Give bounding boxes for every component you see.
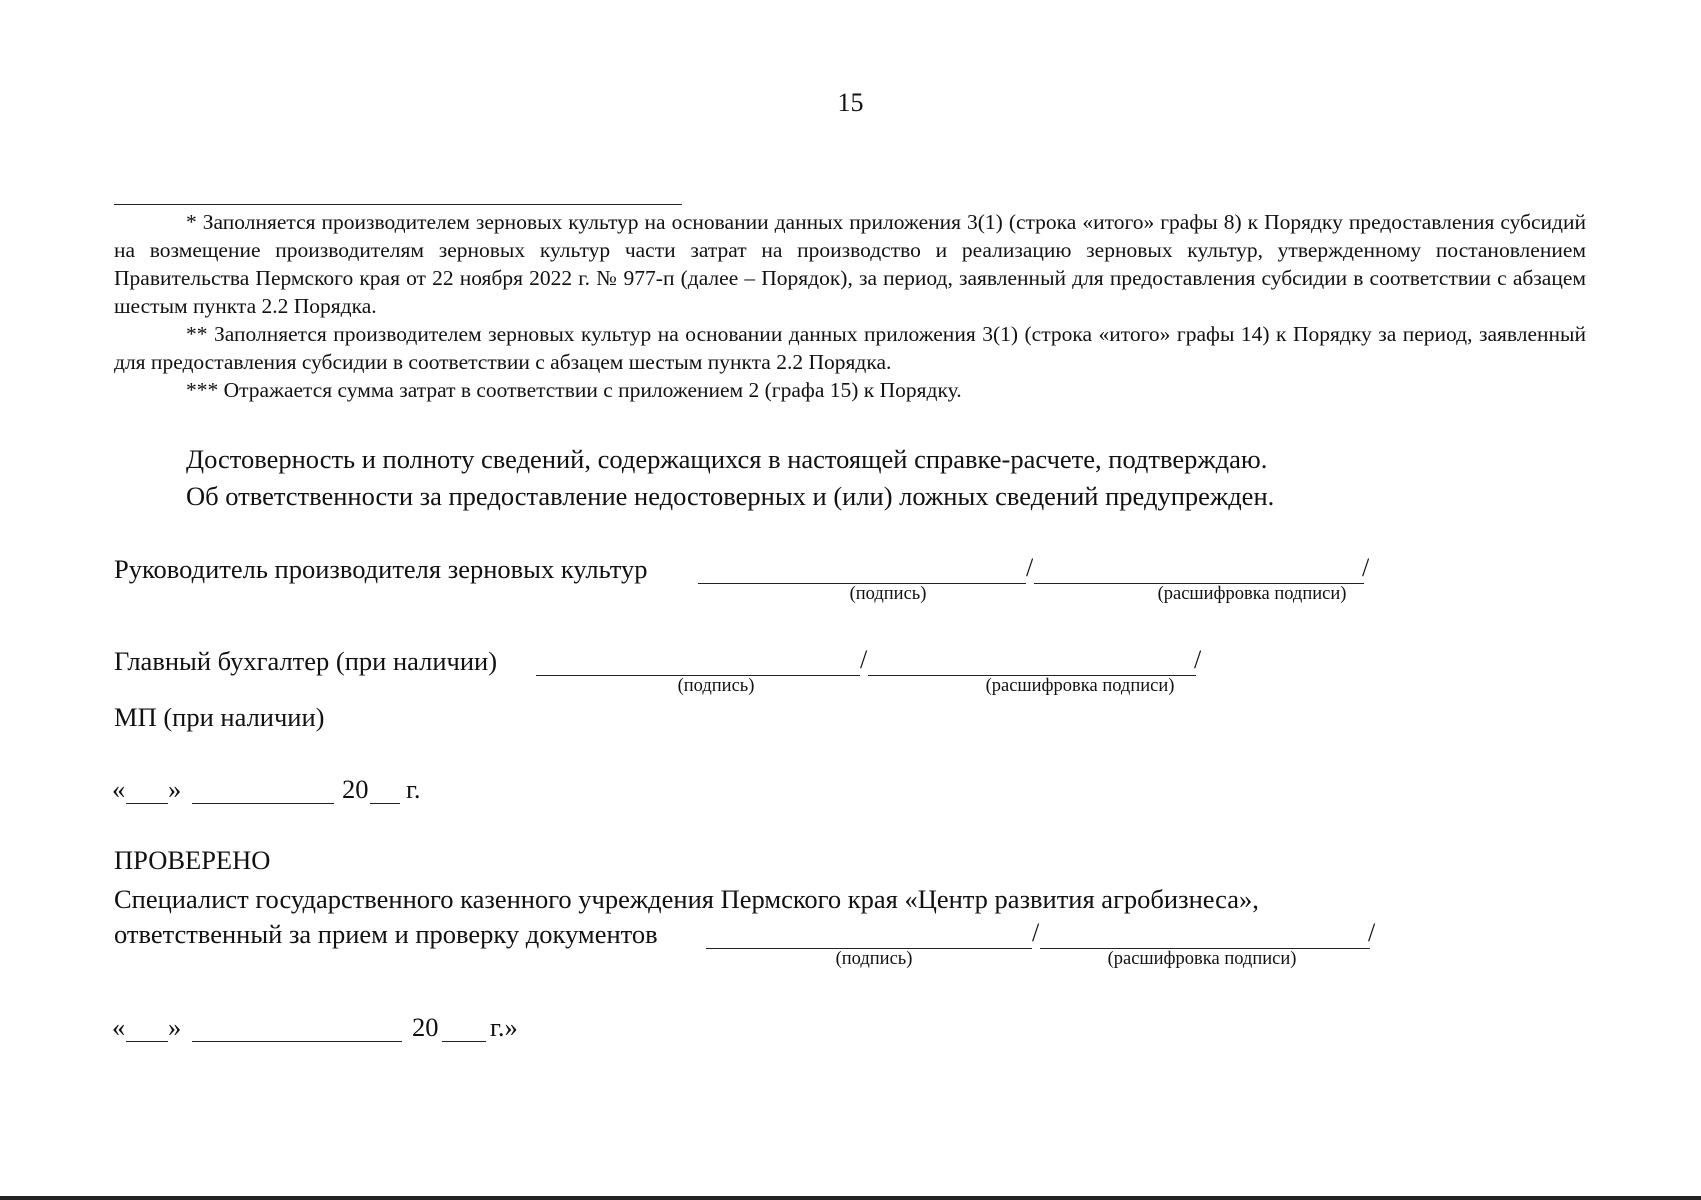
date1-year-prefix: 20 (342, 774, 369, 804)
verified-title: ПРОВЕРЕНО (114, 845, 271, 875)
date1-close-quote: » (168, 774, 182, 804)
date2-day-line[interactable] (126, 1041, 168, 1042)
date2-year-suffix: г.» (490, 1012, 518, 1042)
verified-slash-1: / (1032, 918, 1040, 947)
head-signature-caption: (подпись) (849, 584, 927, 604)
footnote-1: * Заполняется производителем зерновых культур на основании данных приложения 3(1) (строка «итого» графы 8) к Порядку предоставления субсидий на возмещение производителям зерновых культур части затрат на производство и реализацию зерновых культур, утвержденному постановлением Правительства Пермского края от 22 ноября 2022 г. № 977-п (далее – Порядок), за период, заявленный для предоставления субсидии в соответствии с абзацем шестым пункта 2.2 Порядка. (114, 210, 1586, 318)
footnote-3: *** Отражается сумма затрат в соответствии с приложением 2 (графа 15) к Порядку. (186, 378, 962, 402)
date2-year-line[interactable] (442, 1041, 486, 1042)
verified-slash-2: / (1368, 918, 1376, 947)
accountant-signature-caption: (подпись) (677, 676, 755, 696)
verified-line-2: ответственный за прием и проверку документов (114, 919, 658, 949)
stamp-label: МП (при наличии) (114, 702, 325, 732)
date2-open-quote: « (112, 1012, 126, 1042)
date2-year-prefix: 20 (412, 1012, 439, 1042)
date2-month-line[interactable] (192, 1041, 402, 1042)
date2-close-quote: » (168, 1012, 182, 1042)
footnote-2: ** Заполняется производителем зерновых культур на основании данных приложения 3(1) (строка «итого» графы 14) к Порядку за период, заявленный для предоставления субсидии в соответствии с абзацем шестым пункта 2.2 Порядка. (114, 322, 1586, 374)
confirmation-line-2: Об ответственности за предоставление недостоверных и (или) ложных сведений предупрежден. (186, 481, 1275, 511)
date1-month-line[interactable] (192, 803, 334, 804)
date1-year-suffix: г. (406, 774, 421, 804)
date1-year-line[interactable] (370, 803, 400, 804)
footnote-separator (114, 204, 682, 205)
date1-day-line[interactable] (126, 803, 168, 804)
accountant-slash-1: / (860, 645, 868, 674)
confirmation-line-1: Достоверность и полноту сведений, содержащихся в настоящей справке-расчете, подтверждаю. (186, 444, 1268, 474)
head-slash-2: / (1362, 553, 1370, 582)
head-signatory-label: Руководитель производителя зерновых культур (114, 554, 648, 584)
accountant-label: Главный бухгалтер (при наличии) (114, 646, 498, 676)
page-number: 15 (837, 88, 864, 117)
verified-line-1: Специалист государственного казенного учреждения Пермского края «Центр развития агробизнеса», (114, 884, 1259, 914)
verified-decoding-caption: (расшифровка подписи) (1107, 949, 1297, 969)
verified-signature-caption: (подпись) (835, 949, 913, 969)
head-decoding-caption: (расшифровка подписи) (1157, 584, 1347, 604)
head-slash-1: / (1026, 553, 1034, 582)
date1-open-quote: « (112, 774, 126, 804)
footnotes (114, 208, 1586, 404)
accountant-slash-2: / (1194, 645, 1202, 674)
scan-bottom-edge (0, 1196, 1701, 1200)
confirmation-block (186, 441, 1626, 515)
accountant-decoding-caption: (расшифровка подписи) (985, 676, 1175, 696)
